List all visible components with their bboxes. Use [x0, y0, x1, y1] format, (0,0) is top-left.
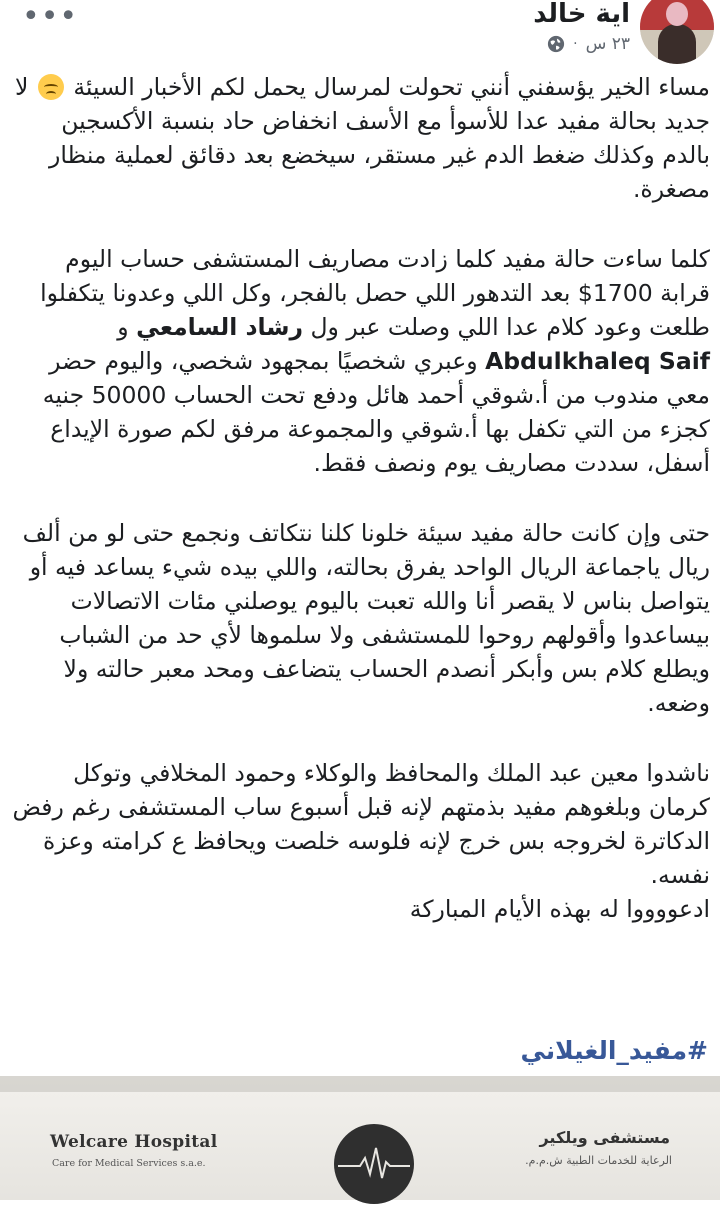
- globe-icon[interactable]: [547, 35, 565, 53]
- post-text: لا جديد بحالة مفيد عدا للأسوأ مع الأسف انخفاض حاد بنسبة الأكسجين بالدم وكذلك ضغط الدم غير مستقر، سيخضع بعد دقائق لعملية منظار مصغرة.: [14, 73, 710, 203]
- mention-link[interactable]: رشاد السامعي: [136, 313, 303, 341]
- post-paragraph-2: [10, 242, 710, 480]
- post-text: كلما ساءت حالة مفيد كلما زادت مصاريف المستشفى حساب اليوم قرابة 1700$ بعد التدهور اللي حصل بالفجر، وكل اللي وعدونا يتكفلوا طلعت وعود كلام عدا اللي وصلت عبر ول: [40, 245, 710, 341]
- post-paragraph-3: حتى وإن كانت حالة مفيد سيئة خلونا كلنا نتكاتف ونجمع حتى لو من ألف ريال ياجماعة الريال الواحد يفرق بحالته، واللي بيده شيء يساعد فيه أو يتواصل بناس لا يقصر أنا والله تعبت باليوم يوصلني مئات الاتصالات بيساعدوا وأقولهم روحوا للمستشفى ولا سلموها لأي حد من الشباب ويطلع كلام بس وأبكر أنصدم الحساب يتضاعف ومحد معبر حالته ولا وضعه.: [22, 519, 710, 717]
- heartbeat-logo-icon: [332, 1122, 416, 1206]
- post-paragraph-4: ناشدوا معين عبد الملك والمحافظ والوكلاء وحمود المخلافي وتوكل كرمان وبلغوهم مفيد بذمتهم لإنه قبل أسبوع ساب المستشفى رغم رفض الدكاترة لخروجه بس خرج لإنه فلوسه خلصت ويحافظ ع كرامته وعزة نفسه.: [12, 759, 710, 889]
- post-body: [10, 70, 710, 926]
- more-options-button[interactable]: •••: [22, 0, 79, 34]
- hospital-subtitle-en: Care for Medical Services s.a.e.: [52, 1158, 206, 1169]
- avatar[interactable]: [640, 0, 714, 64]
- hospital-name-en: Welcare Hospital: [50, 1132, 218, 1152]
- post-author-block: [533, 0, 630, 54]
- meta-separator: ·: [573, 36, 578, 52]
- post-timestamp[interactable]: ٢٣ س: [585, 34, 630, 54]
- mention-link[interactable]: Abdulkhaleq Saif: [485, 347, 710, 375]
- post-text: مساء الخير يؤسفني أنني تحولت لمرسال يحمل لكم الأخبار السيئة: [73, 73, 710, 101]
- hashtag-link[interactable]: #مفيد_الغيلاني: [520, 1036, 708, 1065]
- author-name[interactable]: اية خالد: [533, 0, 630, 29]
- hospital-subtitle-ar: الرعاية للخدمات الطبية ش.م.م.: [525, 1154, 672, 1167]
- post-header: [533, 0, 714, 66]
- post-text: وعبري شخصيًا بمجهود شخصي، واليوم حضر معي مندوب من أ.شوقي أحمد هائل ودفع تحت الحساب 50000 جنيه كجزء من التي تكفل بها أ.شوقي والمجموعة مرفق لكم صورة الإيداع أسفل، سددت مصاريف يوم ونصف فقط.: [42, 347, 710, 477]
- post-text: و: [117, 313, 129, 341]
- pensive-face-icon: [38, 74, 64, 100]
- post-paragraph-1: [10, 70, 710, 206]
- post-paragraph-5: ادعووووا له بهذه الأيام المباركة: [409, 895, 710, 923]
- post-meta: [533, 34, 630, 54]
- hospital-name-ar: مستشفى ويلكير: [539, 1128, 670, 1147]
